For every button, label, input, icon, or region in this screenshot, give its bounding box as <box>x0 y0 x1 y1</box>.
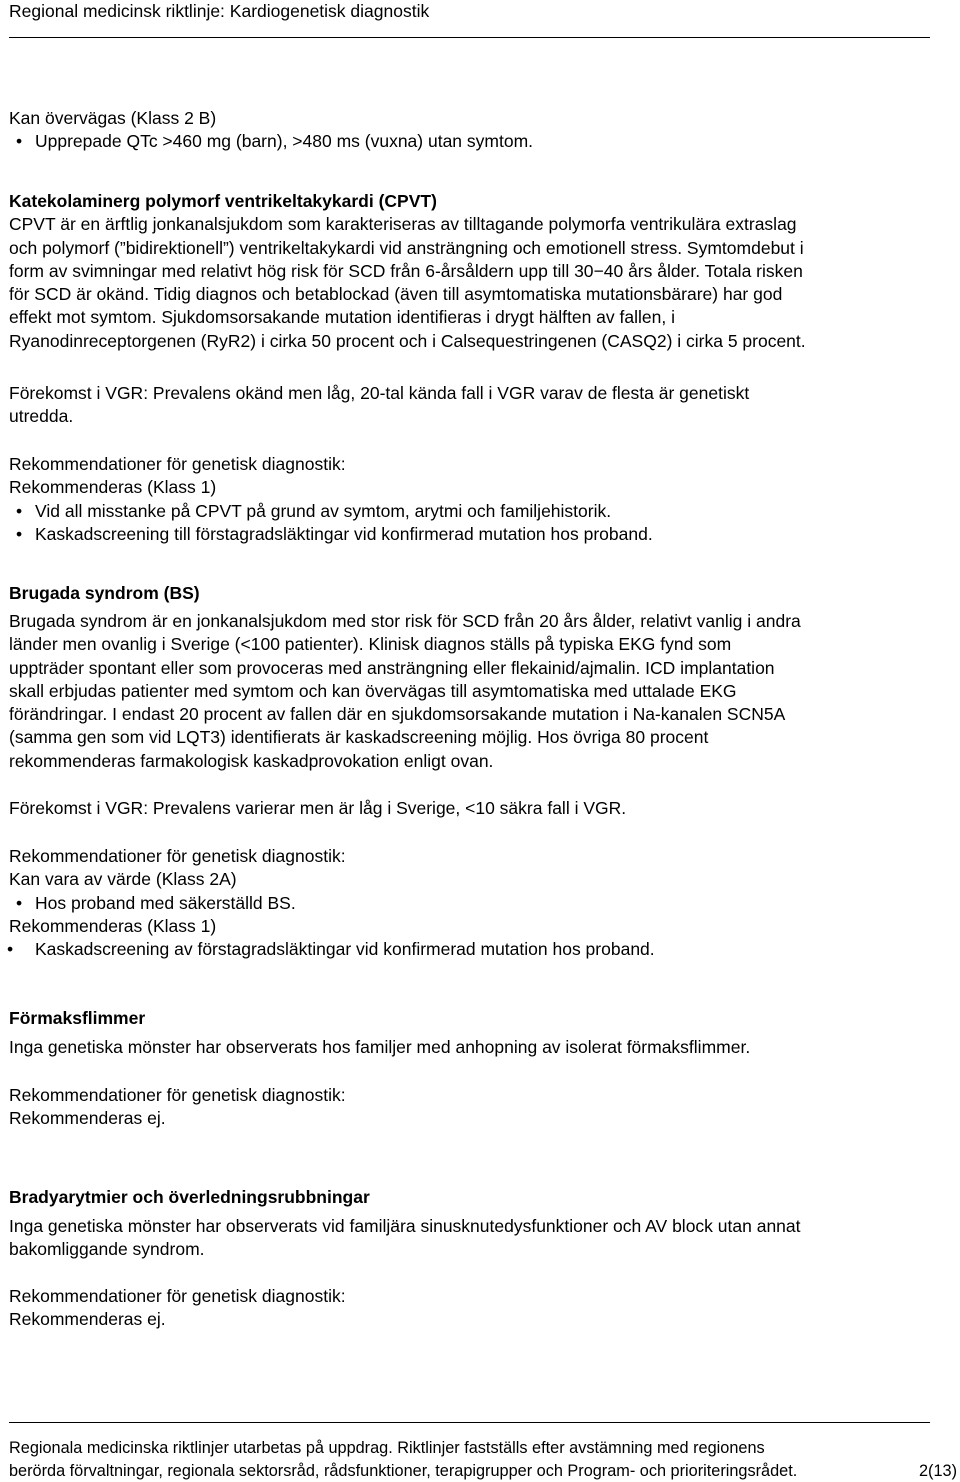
document-header-title: Regional medicinsk riktlinje: Kardiogenetisk diagnostik <box>9 1 430 21</box>
body-line: Inga genetiska mönster har observerats vid familjära sinusknutedysfunktioner och AV block utan annat <box>9 1216 801 1236</box>
bullet-list <box>9 130 939 153</box>
prevalence-line: Förekomst i VGR: Prevalens varierar men är låg i Sverige, <10 säkra fall i VGR. <box>9 798 627 818</box>
af-recommendations <box>9 1084 939 1131</box>
footer-line <box>9 1460 959 1482</box>
recommendation-heading: Rekommendationer för genetisk diagnostik: <box>9 1286 346 1306</box>
prevalence-line: utredda. <box>9 406 74 427</box>
body-line: Inga genetiska mönster har observerats hos familjer med anhopning av isolerat förmaksflimmer. <box>9 1037 751 1058</box>
lqts-recommendation-tail <box>9 107 939 154</box>
body-line: förändringar. I endast 20 procent av fallen där en sjukdomsorsakande mutation i Na-kanalen SCN5A <box>9 704 786 725</box>
body-line: rekommenderas farmakologisk kaskadprovokation enligt ovan. <box>9 750 494 771</box>
section-bradyarrhythmias <box>9 1186 939 1209</box>
list-item: • Vid all misstanke på CPVT på grund av symtom, arytmi och familjehistorik. <box>9 500 939 523</box>
recommendation-heading: Rekommendationer för genetisk diagnostik: <box>9 454 346 474</box>
header-rule <box>9 37 930 38</box>
section-heading: Bradyarytmier och överledningsrubbningar <box>9 1187 370 1207</box>
brugada-prevalence <box>9 797 939 820</box>
bullet-icon: • <box>16 131 23 152</box>
bullet-icon: • <box>16 500 23 521</box>
class-label: Rekommenderas (Klass 1) <box>9 477 217 498</box>
section-heading: Förmaksflimmer <box>9 1008 146 1028</box>
body-line: skall erbjudas patienter med symtom och kan övervägas till asymtomatiska med uttalade EKG <box>9 680 737 701</box>
brugada-recommendations <box>9 845 939 961</box>
recommendation-heading: Rekommendationer för genetisk diagnostik: <box>9 1085 346 1105</box>
body-line: effekt mot symtom. Sjukdomsorsakande mutation identifieras i drygt hälften av fallen, i <box>9 307 675 328</box>
bullet-list <box>9 892 939 915</box>
list-item: • Kaskadscreening till förstagradsläktingar vid konfirmerad mutation hos proband. <box>9 523 939 546</box>
body-line: bakomliggande syndrom. <box>9 1239 205 1260</box>
bullet-list <box>9 938 939 961</box>
document-footer <box>9 1437 959 1482</box>
cpvt-prevalence <box>9 382 939 429</box>
footer-rule <box>9 1422 930 1423</box>
body-line: Ryanodinreceptorgenen (RyR2) i cirka 50 procent och i Calsequestringenen (CASQ2) i cirka 5 procent. <box>9 330 806 351</box>
class-label: Rekommenderas (Klass 1) <box>9 915 217 936</box>
body-line: för SCD är okänd. Tidig diagnos och betablockad (även till asymtomatiska mutationsbärare) har god <box>9 284 783 305</box>
body-line: uppträder spontant eller som provoceras med ansträngning eller flekainid/ajmalin. ICD implantation <box>9 657 775 678</box>
recommendation-text: Rekommenderas ej. <box>9 1309 166 1330</box>
class-label: Kan vara av värde (Klass 2A) <box>9 869 237 890</box>
body-line: form av svimningar med relativt hög risk för SCD från 6-årsåldern upp till 30−40 års ålder. Totala risken <box>9 260 803 281</box>
bullet-list <box>9 500 939 547</box>
body-line: och polymorf (”bidirektionell”) ventrikeltakykardi vid ansträngning och emotionell stress. Symtomdebut i <box>9 237 804 258</box>
section-atrial-fibrillation <box>9 1007 939 1060</box>
prevalence-line: Förekomst i VGR: Prevalens okänd men låg, 20-tal kända fall i VGR varav de flesta är genetiskt <box>9 383 750 403</box>
body-line: (samma gen som vid LQT3) identifierats är kaskadscreening möjlig. Hos övriga 80 procent <box>9 727 709 748</box>
bullet-icon: • <box>16 523 23 544</box>
footer-line-text: berörda förvaltningar, regionala sektorsråd, rådsfunktioner, terapigrupper och Program- och prioriteringsrådet. <box>9 1461 798 1480</box>
page-number: 2(13) <box>918 1461 957 1480</box>
body-line: Brugada syndrom är en jonkanalsjukdom med stor risk för SCD från 20 års ålder, relativt vanlig i andra <box>9 611 801 631</box>
brady-body <box>9 1215 939 1262</box>
list-item: • Kaskadscreening av förstagradsläktingar vid konfirmerad mutation hos proband. <box>9 938 939 961</box>
section-cpvt <box>9 190 939 353</box>
list-item: • Hos proband med säkerställd BS. <box>9 892 939 915</box>
recommendation-heading: Rekommendationer för genetisk diagnostik: <box>9 846 346 866</box>
brugada-body <box>9 610 939 773</box>
section-brugada <box>9 582 939 605</box>
bullet-icon: • <box>7 939 14 960</box>
recommendation-text: Rekommenderas ej. <box>9 1108 166 1129</box>
list-item: • Upprepade QTc >460 mg (barn), >480 ms (vuxna) utan symtom. <box>9 130 939 153</box>
body-line: CPVT är en ärftlig jonkanalsjukdom som karakteriseras av tilltagande polymorfa ventrikulära extraslag <box>9 214 797 235</box>
section-heading: Katekolaminerg polymorf ventrikeltakykardi (CPVT) <box>9 191 437 211</box>
bullet-icon: • <box>16 892 23 913</box>
class-label: Kan övervägas (Klass 2 B) <box>9 108 217 128</box>
section-heading: Brugada syndrom (BS) <box>9 583 200 603</box>
footer-line: Regionala medicinska riktlinjer utarbetas på uppdrag. Riktlinjer fastställs efter avstämning med regionens <box>9 1439 765 1457</box>
body-line: länder men ovanlig i Sverige (<100 patienter). Klinisk diagnos ställs på typiska EKG fynd som <box>9 634 732 655</box>
cpvt-recommendations <box>9 453 939 546</box>
brady-recommendations <box>9 1285 939 1332</box>
